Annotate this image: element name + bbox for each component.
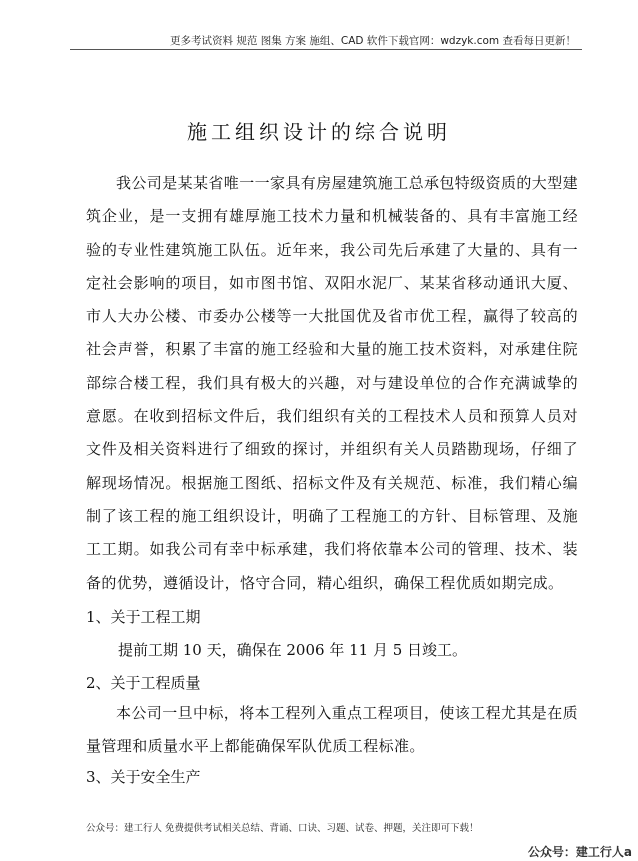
section-heading-safety: 3、关于安全生产 bbox=[86, 768, 201, 786]
section-heading-schedule: 1、关于工程工期 bbox=[86, 608, 201, 626]
page-footer: 公众号：建工行人 免费提供考试相关总结、背诵、口诀、习题、试卷、押题，关注即可下载！ bbox=[86, 823, 479, 834]
watermark-text: 公众号：建工行人a bbox=[527, 845, 632, 859]
intro-paragraph: 我公司是某某省唯一一家具有房屋建筑施工总承包特级资质的大型建筑企业，是一支拥有雄厚施工技术力量和机械装备的、具有丰富施工经验的专业性建筑施工队伍。近年来，我公司先后承建了大量的、具有一定社会影响的项目，如市图书馆、双阳水泥厂、某某省移动通讯大厦、市人大办公楼、市委办公楼等一大批国优及省市优工程，赢得了较高的社会声誉，积累了丰富的施工经验和大量的施工技术资料，对承建住院部综合楼工程，我们具有极大的兴趣，对与建设单位的合作充满诚挚的意愿。在收到招标文件后，我们组织有关的工程技术人员和预算人员对文件及相关资料进行了细致的探讨，并组织有关人员踏勘现场，仔细了解现场情况。根据施工图纸、招标文件及有关规范、标准，我们精心编制了该工程的施工组织设计，明确了工程施工的方针、目标管理、及施工工期。如我公司有幸中标承建，我们将依靠本公司的管理、技术、装备的优势，遵循设计，恪守合同，精心组织，确保工程优质如期完成。 bbox=[86, 174, 579, 592]
header-rule bbox=[70, 49, 582, 50]
section-heading-quality: 2、关于工程质量 bbox=[86, 674, 201, 692]
section-content-quality: 本公司一旦中标，将本工程列入重点工程项目，使该工程尤其是在质量管理和质量水平上都能确保军队优质工程标准。 bbox=[86, 704, 579, 756]
intro-paragraph-block bbox=[86, 167, 578, 600]
document-title: 施工组织设计的综合说明 bbox=[187, 120, 451, 144]
page-header: 更多考试资料 规范 图集 方案 施组、CAD 软件下载官网：wdzyk.com 查看每日更新！ bbox=[170, 35, 576, 47]
section-content-schedule: 提前工期 10 天，确保在 2006 年 11 月 5 日竣工。 bbox=[118, 641, 468, 659]
